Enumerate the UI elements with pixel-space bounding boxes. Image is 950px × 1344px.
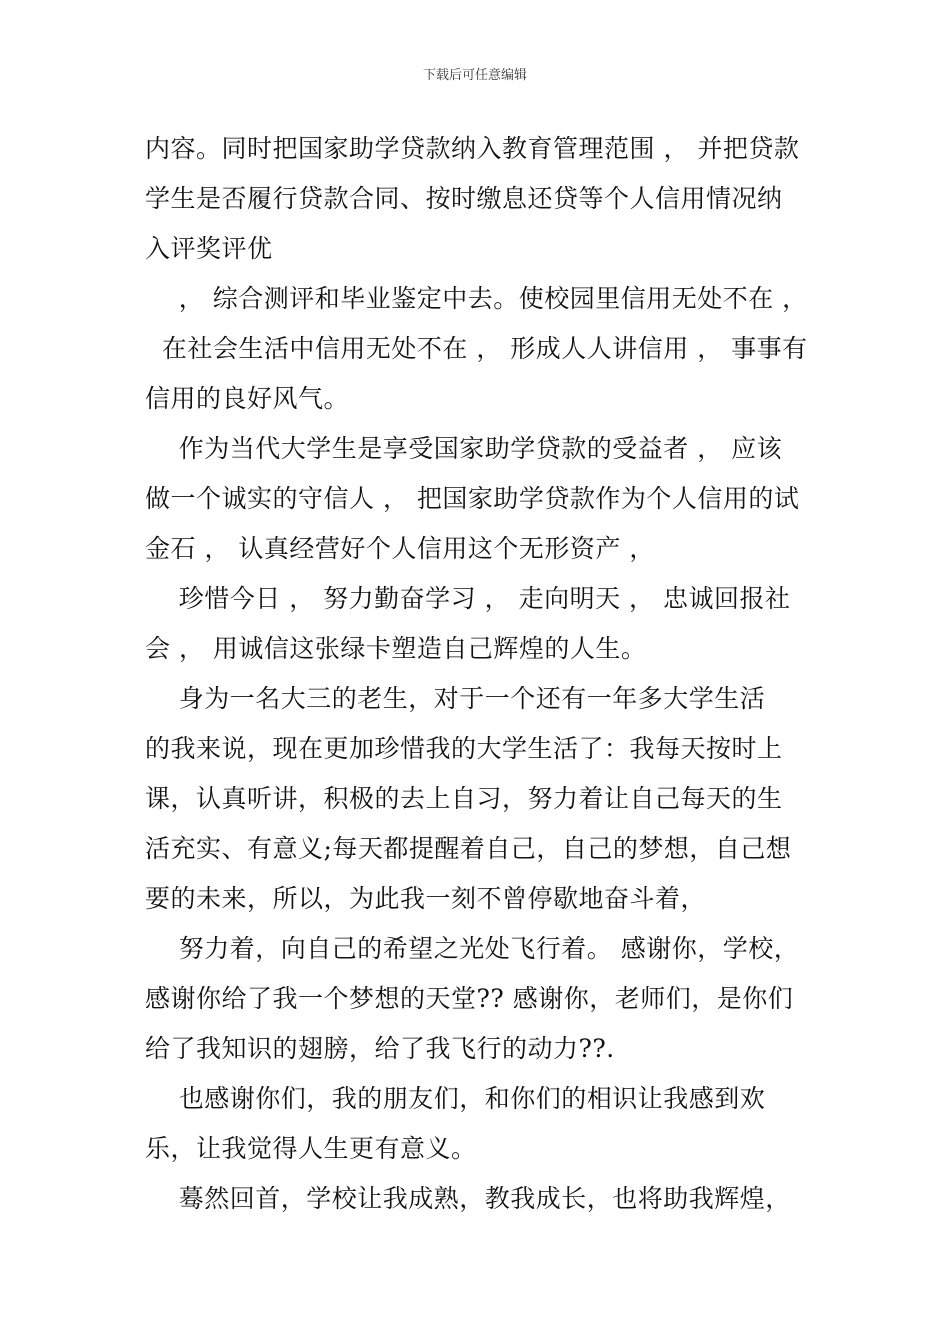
text-line: 会 ， 用诚信这张绿卡塑造自己辉煌的人生。 <box>145 634 647 663</box>
text-line: 努力着，向自己的希望之光处飞行着。 感谢你，学校， <box>145 934 800 963</box>
text-line: 在社会生活中信用无处不在 ， 形成人人讲信用 ， 事事有 <box>145 334 808 363</box>
text-line: 蓦然回首，学校让我成熟，教我成长，也将助我辉煌， <box>145 1184 791 1213</box>
text-line: 身为一名大三的老生，对于一个还有一年多大学生活 <box>145 684 766 713</box>
text-line: 要的未来，所以，为此我一刻不曾停歇地奋斗着， <box>145 884 707 913</box>
text-line: 作为当代大学生是享受国家助学贷款的受益者 ， 应该 <box>145 434 783 463</box>
text-line: 课，认真听讲，积极的去上自习，努力着让自己每天的生 <box>145 784 783 813</box>
text-line: 的我来说，现在更加珍惜我的大学生活了：我每天按时上 <box>145 734 783 763</box>
text-line: 感谢你给了我一个梦想的天堂?? 感谢你，老师们，是你们 <box>145 984 794 1013</box>
header-note: 下载后可任意编辑 <box>422 68 527 83</box>
text-line: 学生是否履行贷款合同、按时缴息还贷等个人信用情况纳 <box>145 184 783 213</box>
text-line: 金石 ， 认真经营好个人信用这个无形资产 ， <box>145 534 655 563</box>
text-line: 做一个诚实的守信人 ， 把国家助学贷款作为个人信用的试 <box>145 484 800 513</box>
text-line: 给了我知识的翅膀，给了我飞行的动力??. <box>145 1034 615 1063</box>
text-line: 信用的良好风气。 <box>145 384 350 413</box>
text-line: 也感谢你们，我的朋友们，和你们的相识让我感到欢 <box>145 1084 766 1113</box>
text-line: ， 综合测评和毕业鉴定中去。使校园里信用无处不在 ， <box>145 284 808 313</box>
text-line: 活充实、有意义;每天都提醒着自己，自己的梦想，自己想 <box>145 834 792 863</box>
text-line: 入评奖评优 <box>145 234 273 263</box>
text-line: 内容。同时把国家助学贷款纳入教育管理范围 ， 并把贷款 <box>145 134 800 163</box>
text-line: 珍惜今日 ， 努力勤奋学习 ， 走向明天 ， 忠诚回报社 <box>145 584 791 613</box>
text-line: 乐，让我觉得人生更有意义。 <box>145 1134 477 1163</box>
